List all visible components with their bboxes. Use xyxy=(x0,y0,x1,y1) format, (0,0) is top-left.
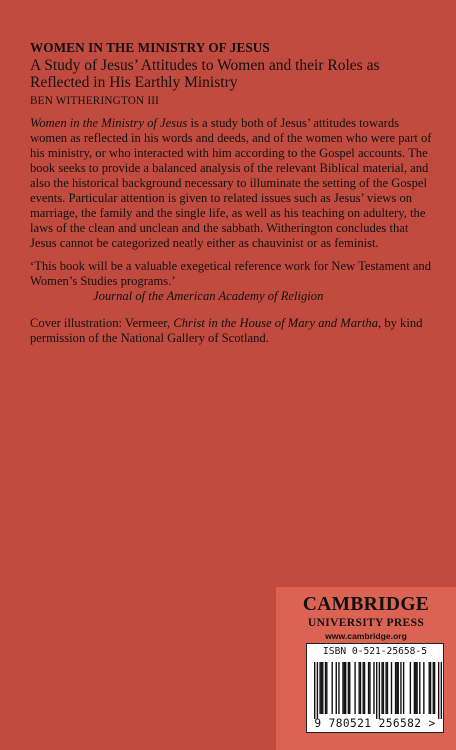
book-subtitle: A Study of Jesus’ Attitudes to Women and their Roles as Reflected in His Earthly Ministry xyxy=(30,57,380,91)
barcode-bar xyxy=(395,662,396,714)
barcode-bar xyxy=(391,662,392,714)
review-quote: ‘This book will be a valuable exegetical reference work for New Testament and Women’s Studies programs.’ xyxy=(30,259,432,288)
blurb-text: is a study both of Jesus’ attitudes towards women as reflected in his words and deeds, and of the women who were part of his ministry, or who interacted with him according to the Gospel accounts. The book seeks to provide a balanced analysis of the relevant Biblical material, and also the historical background necessary to illuminate the setting of the Gospel events. Particular attention is given to related issues such as Jesus’ views on marriage, the family and the single life, as well as his teaching on adultery, the laws of the clean and unclean and the sabbath. Witherington concludes that Jesus cannot be categorized neatly either as chauvinist or as feminist. xyxy=(30,116,432,250)
barcode-icon xyxy=(314,662,442,719)
barcode-bar xyxy=(338,662,339,714)
barcode-bar xyxy=(345,662,346,714)
barcode-bar xyxy=(429,662,430,714)
barcode-bar xyxy=(398,662,399,714)
isbn-label: ISBN 0-521-25658-5 xyxy=(323,646,427,657)
barcode-bar xyxy=(354,662,355,714)
book-author: BEN WITHERINGTON III xyxy=(30,95,160,107)
barcode-bar xyxy=(414,662,415,714)
barcode-bar xyxy=(438,662,439,719)
publisher-name-line2: UNIVERSITY PRESS xyxy=(307,616,425,629)
book-title: WOMEN IN THE MINISTRY OF JESUS xyxy=(30,40,270,55)
cover-credit xyxy=(30,316,438,346)
barcode-bar xyxy=(358,662,359,714)
publisher-panel xyxy=(276,587,456,750)
publisher-url: www.cambridge.org xyxy=(325,631,407,641)
barcode-bar xyxy=(342,662,343,714)
barcode-bar xyxy=(387,662,388,714)
cover-credit-prefix: Cover illustration: Vermeer, xyxy=(30,316,174,330)
barcode-bar xyxy=(403,662,404,714)
barcode-bar xyxy=(423,662,424,714)
barcode-bar xyxy=(319,662,320,714)
barcode-bar xyxy=(434,662,435,714)
barcode-bar xyxy=(433,662,434,714)
barcode-bar xyxy=(322,662,323,714)
barcode-bar xyxy=(314,662,315,719)
barcode-bar xyxy=(441,662,442,719)
barcode-bar xyxy=(369,662,370,714)
barcode-bar xyxy=(416,662,417,714)
barcode-bar xyxy=(336,662,337,714)
barcode-digits: 9 780521 256582 > xyxy=(314,717,436,730)
publisher-name-line1: CAMBRIDGE xyxy=(302,594,430,615)
blurb-book-title: Women in the Ministry of Jesus xyxy=(30,116,188,130)
barcode-bar xyxy=(376,662,377,719)
barcode-bar xyxy=(373,662,374,714)
barcode-bar xyxy=(325,662,326,714)
barcode-bar xyxy=(364,662,365,714)
barcode-bar xyxy=(419,662,420,714)
barcode-bar xyxy=(344,662,345,714)
cover-credit-suffix: , by kind permission of the National Gallery of Scotland. xyxy=(30,316,423,345)
barcode-bar xyxy=(379,662,380,719)
back-cover-text xyxy=(30,40,438,346)
barcode-bar xyxy=(410,662,411,714)
publisher-logo xyxy=(276,595,456,642)
barcode-bar xyxy=(415,662,416,714)
barcode-bar xyxy=(396,662,397,714)
barcode-bar xyxy=(381,662,382,714)
barcode-bar xyxy=(348,662,349,714)
barcode-bar xyxy=(317,662,318,719)
barcode-bar xyxy=(326,662,327,714)
barcode-bar xyxy=(363,662,364,714)
blurb-paragraph xyxy=(30,116,438,251)
barcode-bar xyxy=(332,662,333,714)
review-source: Journal of the American Academy of Religion xyxy=(93,289,324,303)
barcode-bar xyxy=(321,662,322,714)
barcode-bar xyxy=(400,662,401,714)
barcode-panel xyxy=(306,643,444,733)
barcode-bar xyxy=(360,662,361,714)
barcode-bar xyxy=(383,662,384,714)
cover-painting-title: Christ in the House of Mary and Martha xyxy=(173,316,379,330)
barcode-bar xyxy=(368,662,369,714)
barcode-bar xyxy=(430,662,431,714)
barcode-bar xyxy=(349,662,350,714)
barcode-bar xyxy=(385,662,386,714)
